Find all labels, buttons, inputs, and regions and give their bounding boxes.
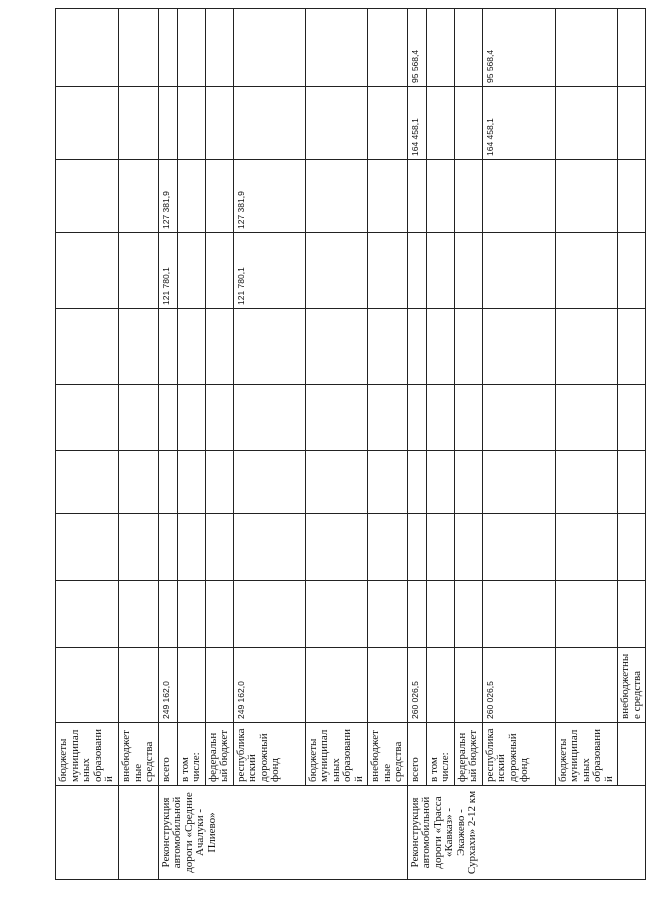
table-row [56,9,119,880]
value-cell [56,514,119,581]
source-cell: федеральный бюджет [205,723,233,786]
value-cell [482,233,555,309]
table-row [119,9,159,880]
value-cell [368,648,408,723]
budget-table [55,8,646,880]
value-cell [119,451,159,514]
table-row [426,9,454,880]
value-cell [555,451,618,514]
value-cell: 95 568,4 [407,9,426,87]
value-cell [305,160,368,233]
value-cell [233,9,305,87]
value-cell [205,648,233,723]
value-cell [233,309,305,385]
value-cell [119,9,159,87]
value-cell [158,581,177,648]
value-cell [618,87,646,160]
value-cell [555,385,618,451]
table-row [368,9,408,880]
value-cell [555,581,618,648]
table-row [177,9,205,880]
value-cell: 260 026,5 [407,648,426,723]
value-cell [177,514,205,581]
value-cell: 121 780,1 [158,233,177,309]
value-cell [177,451,205,514]
value-cell [56,9,119,87]
source-cell: бюджеты муниципальных образований [56,723,119,786]
value-cell [233,385,305,451]
value-cell [618,581,646,648]
value-cell [407,233,426,309]
value-cell [454,87,482,160]
value-cell [482,581,555,648]
value-cell [305,87,368,160]
object-cell [56,786,119,880]
value-cell [618,309,646,385]
value-cell [454,648,482,723]
object-cell [618,723,646,786]
value-cell [205,233,233,309]
value-cell [158,9,177,87]
table-row [482,9,555,880]
value-cell [407,309,426,385]
value-cell [368,87,408,160]
value-cell [555,87,618,160]
table-row [233,9,305,880]
value-cell [407,451,426,514]
value-cell [618,233,646,309]
value-cell: 127 381,9 [233,160,305,233]
value-cell [205,160,233,233]
value-cell [555,514,618,581]
source-cell: республиканский дорожный фонд [482,723,555,786]
value-cell [305,514,368,581]
value-cell [482,309,555,385]
source-cell: внебюджетные средства [119,723,159,786]
value-cell [426,87,454,160]
table-row [205,9,233,880]
value-cell [205,9,233,87]
value-cell: 260 026,5 [482,648,555,723]
value-cell [368,514,408,581]
value-cell: 121 780,1 [233,233,305,309]
value-cell [482,451,555,514]
value-cell [426,451,454,514]
value-cell [618,385,646,451]
value-cell [56,451,119,514]
value-cell [205,309,233,385]
table-row [158,9,177,880]
value-cell [555,648,618,723]
source-cell: в том числе: [426,723,454,786]
source-cell: всего [407,723,426,786]
source-cell: в том числе: [177,723,205,786]
value-cell: 249 162,0 [158,648,177,723]
value-cell [158,514,177,581]
value-cell [119,385,159,451]
source-cell: федеральный бюджет [454,723,482,786]
value-cell [305,233,368,309]
value-cell [426,9,454,87]
value-cell [177,160,205,233]
value-cell [368,160,408,233]
value-cell [56,160,119,233]
value-cell [233,514,305,581]
table-row [407,9,426,880]
value-cell [368,385,408,451]
value-cell [233,451,305,514]
value-cell [555,160,618,233]
value-cell [177,87,205,160]
value-cell [56,581,119,648]
value-cell [426,581,454,648]
value-cell [368,581,408,648]
value-cell: 95 568,4 [482,9,555,87]
value-cell [56,648,119,723]
value-cell [56,385,119,451]
value-cell [368,309,408,385]
value-cell [407,514,426,581]
value-cell [555,9,618,87]
value-cell [426,160,454,233]
source-cell: внебюджетные средства [618,648,646,723]
value-cell [158,87,177,160]
value-cell [407,160,426,233]
value-cell [454,9,482,87]
value-cell [454,233,482,309]
value-cell [119,309,159,385]
value-cell: 164 458,1 [482,87,555,160]
object-name-1: Реконструкция автомобильной дороги «Средние Ачалуки - Плиево» [158,786,407,880]
value-cell [618,9,646,87]
table-row [305,9,368,880]
value-cell [482,514,555,581]
value-cell [119,581,159,648]
value-cell [305,9,368,87]
value-cell [177,233,205,309]
value-cell: 127 381,9 [158,160,177,233]
value-cell [454,385,482,451]
value-cell [555,309,618,385]
value-cell [233,581,305,648]
value-cell [454,514,482,581]
value-cell [56,87,119,160]
value-cell [119,160,159,233]
value-cell [407,581,426,648]
value-cell [177,9,205,87]
value-cell [119,514,159,581]
value-cell [368,451,408,514]
value-cell [618,451,646,514]
value-cell [205,514,233,581]
value-cell [407,385,426,451]
value-cell [205,385,233,451]
value-cell [158,385,177,451]
value-cell [233,87,305,160]
value-cell [454,309,482,385]
value-cell [177,648,205,723]
table-row [454,9,482,880]
value-cell [305,309,368,385]
value-cell [482,160,555,233]
value-cell [205,581,233,648]
value-cell [305,648,368,723]
value-cell [482,385,555,451]
object-name-2: Реконструкция автомобильной дороги «Трасса «Кавказ» - Экажево - Сурхахи» 2-12 км [407,786,646,880]
value-cell [454,581,482,648]
value-cell [305,581,368,648]
rotated-page [55,10,643,880]
value-cell [158,309,177,385]
source-cell: бюджеты муниципальных образований [305,723,368,786]
value-cell [56,233,119,309]
value-cell [119,87,159,160]
value-cell [177,385,205,451]
value-cell [368,9,408,87]
value-cell [454,160,482,233]
value-cell: 249 162,0 [233,648,305,723]
value-cell [555,233,618,309]
value-cell [618,514,646,581]
value-cell [56,309,119,385]
value-cell [158,451,177,514]
value-cell [426,233,454,309]
value-cell [119,233,159,309]
value-cell [205,451,233,514]
value-cell [426,648,454,723]
value-cell [426,514,454,581]
value-cell [305,385,368,451]
object-cell [119,786,159,880]
value-cell [454,451,482,514]
value-cell [368,233,408,309]
source-cell: всего [158,723,177,786]
value-cell [426,385,454,451]
value-cell [426,309,454,385]
table-row [618,9,646,880]
value-cell [618,160,646,233]
value-cell [305,451,368,514]
value-cell [119,648,159,723]
value-cell [177,581,205,648]
value-cell [177,309,205,385]
value-cell [205,87,233,160]
source-cell: республиканский дорожный фонд [233,723,305,786]
source-cell: бюджеты муниципальных образований [555,723,618,786]
value-cell: 164 458,1 [407,87,426,160]
table-row [555,9,618,880]
source-cell: внебюджетные средства [368,723,408,786]
